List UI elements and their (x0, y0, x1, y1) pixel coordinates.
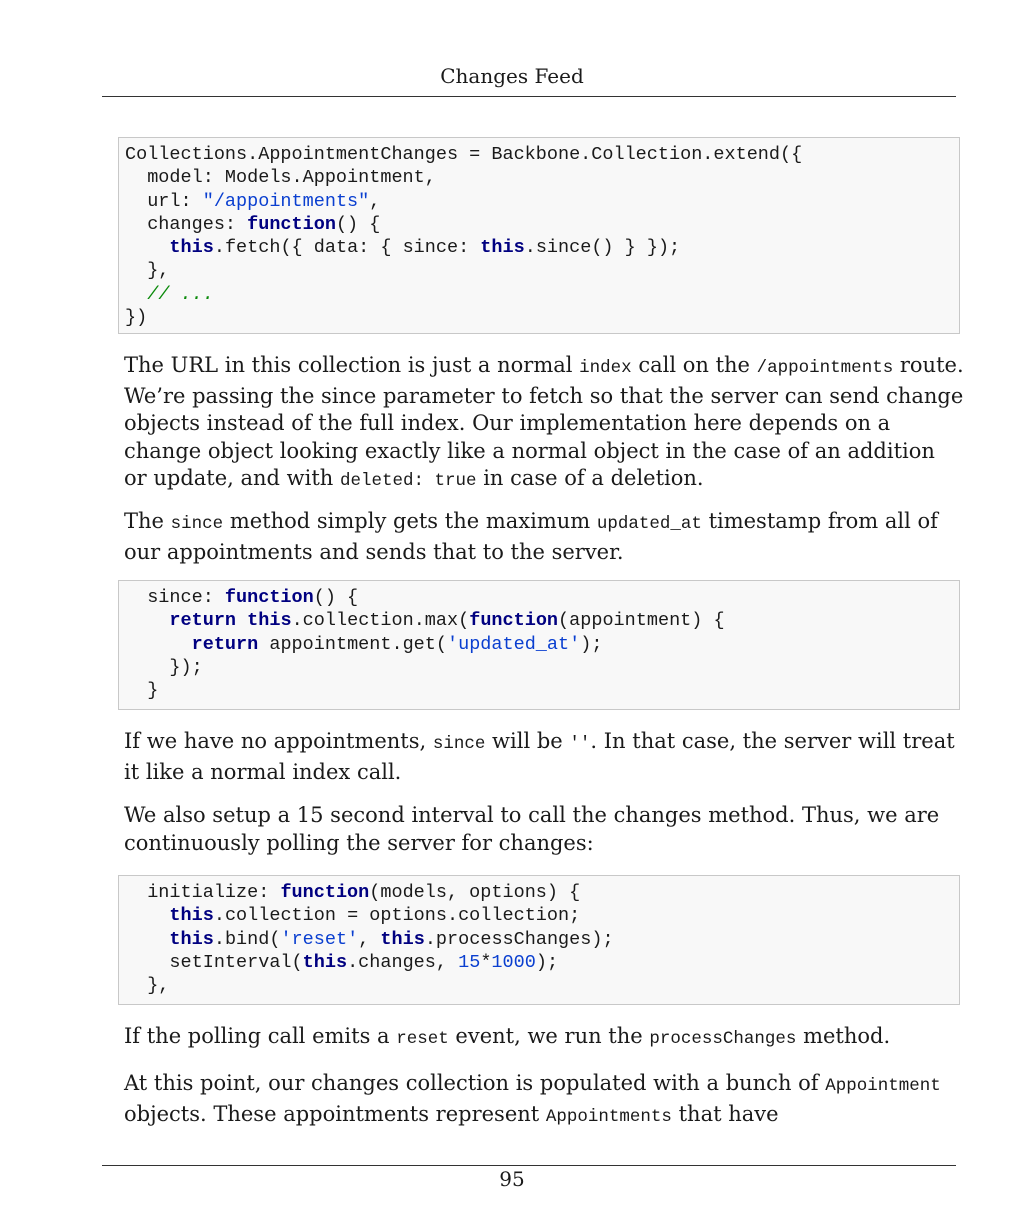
code-block-collection: Collections.AppointmentChanges = Backbone.Collection.extend({ model: Models.Appointment, url: "/appointments", changes: function() { this.fetch({ data: { since: this.since() } }); }, // ... }) (118, 137, 960, 334)
paragraph-polling-interval: We also setup a 15 second interval to call the changes method. Thus, we are continuously polling the server for changes: (124, 803, 940, 855)
page-number: 95 (499, 1167, 525, 1191)
paragraph-reset-event: If the polling call emits a reset event, we run the processChanges method. (124, 1024, 891, 1049)
paragraph-since-method: The since method simply gets the maximum updated_at timestamp from all of our appointments and sends that to the server. (124, 509, 938, 564)
header-rule (102, 96, 956, 97)
paragraph-no-appointments: If we have no appointments, since will be ''. In that case, the server will treat it like a normal index call. (124, 729, 955, 784)
footer-rule (102, 1165, 956, 1166)
paragraph-changes-collection: At this point, our changes collection is populated with a bunch of Appointment objects. These appointments represent Appointments that have (124, 1071, 941, 1127)
code-block-initialize: initialize: function(models, options) { this.collection = options.collection; this.bind('reset', this.processChanges); setInterval(this.changes, 15*1000); }, (118, 875, 960, 1005)
paragraph-url-explanation: The URL in this collection is just a normal index call on the /appointments route. We’re passing the since parameter to fetch so that the server can send change objects instead of the full index. Our implementation here depends on a change object looking exactly like a normal object in the case of an addition or update, and with deleted: true in case of a deletion. (124, 353, 964, 491)
page-header: Changes Feed (440, 64, 584, 88)
code-block-since: since: function() { return this.collection.max(function(appointment) { return appointment.get('updated_at'); }); } (118, 580, 960, 710)
